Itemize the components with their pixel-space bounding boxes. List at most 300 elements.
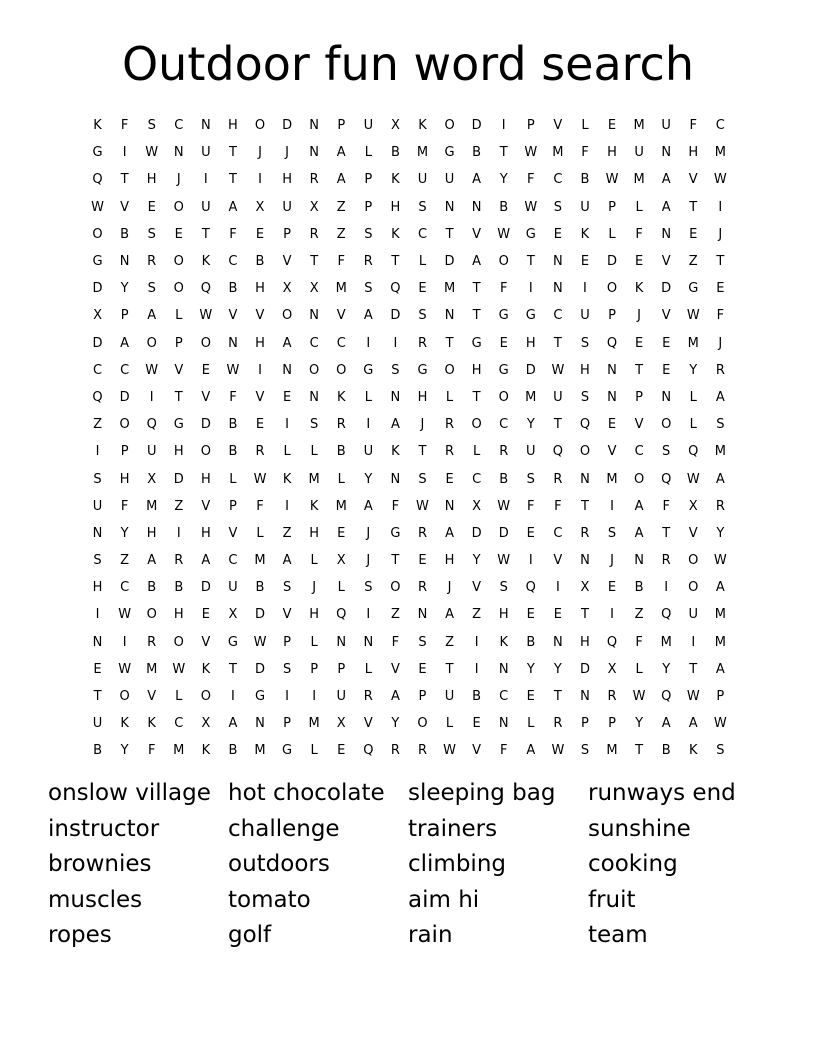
grid-letter: U bbox=[580, 199, 590, 215]
grid-letter: E bbox=[201, 607, 210, 623]
grid-letter: N bbox=[92, 634, 103, 650]
grid-letter: B bbox=[174, 580, 184, 596]
grid-letter: Q bbox=[661, 471, 672, 487]
grid-letter: E bbox=[634, 254, 644, 270]
grid-letter: Y bbox=[120, 743, 129, 759]
grid-letter: M bbox=[606, 471, 618, 487]
grid-letter: K bbox=[391, 172, 400, 188]
grid-letter: W bbox=[605, 172, 619, 188]
grid-letter: N bbox=[309, 118, 320, 134]
grid-letter: E bbox=[526, 525, 535, 541]
grid-letter: P bbox=[283, 226, 291, 242]
grid-letter: H bbox=[255, 281, 265, 297]
grid-letter: U bbox=[336, 689, 346, 705]
grid-letter: I bbox=[176, 525, 181, 541]
word-list-item: fruit bbox=[588, 886, 636, 913]
grid-letter: X bbox=[336, 553, 346, 569]
grid-letter: T bbox=[499, 145, 508, 161]
grid-letter: W bbox=[199, 308, 213, 324]
grid-letter: V bbox=[607, 444, 617, 460]
grid-letter: D bbox=[92, 335, 103, 351]
grid-letter: S bbox=[310, 417, 319, 433]
grid-letter: V bbox=[688, 172, 698, 188]
grid-letter: W bbox=[145, 362, 159, 378]
grid-letter: H bbox=[688, 145, 699, 161]
grid-letter: G bbox=[498, 308, 509, 324]
grid-letter: H bbox=[607, 145, 617, 161]
grid-letter: Y bbox=[526, 661, 535, 677]
grid-letter: J bbox=[258, 145, 262, 161]
grid-letter: D bbox=[92, 281, 103, 297]
grid-letter: E bbox=[662, 362, 671, 378]
grid-letter: M bbox=[714, 634, 726, 650]
grid-letter: Q bbox=[579, 417, 591, 433]
grid-letter: Z bbox=[336, 199, 346, 215]
word-list-item: trainers bbox=[408, 815, 498, 842]
grid-letter: I bbox=[528, 281, 533, 297]
grid-letter: L bbox=[229, 471, 237, 487]
grid-letter: O bbox=[390, 580, 401, 596]
grid-letter: H bbox=[282, 172, 292, 188]
grid-letter: B bbox=[93, 743, 102, 759]
word-list-item: sleeping bag bbox=[408, 780, 556, 806]
grid-letter: S bbox=[499, 580, 508, 596]
grid-letter: T bbox=[228, 172, 237, 188]
grid-letter: H bbox=[417, 389, 428, 405]
grid-letter: N bbox=[228, 335, 238, 351]
grid-letter: X bbox=[688, 498, 698, 514]
grid-letter: N bbox=[661, 226, 672, 242]
grid-letter: P bbox=[716, 689, 725, 705]
grid-letter: O bbox=[309, 362, 320, 378]
grid-letter: E bbox=[282, 389, 292, 405]
grid-letter: M bbox=[443, 281, 456, 297]
grid-letter: E bbox=[147, 199, 156, 215]
grid-letter: S bbox=[364, 580, 373, 596]
grid-letter: V bbox=[147, 689, 157, 705]
grid-letter: O bbox=[119, 417, 130, 433]
grid-letter: P bbox=[174, 335, 183, 351]
grid-letter: J bbox=[366, 525, 371, 541]
grid-letter: U bbox=[92, 716, 103, 732]
grid-letter: V bbox=[634, 417, 644, 433]
grid-letter: D bbox=[282, 118, 293, 134]
grid-letter: O bbox=[173, 281, 184, 297]
grid-letter: D bbox=[444, 254, 455, 270]
grid-letter: Z bbox=[634, 607, 644, 623]
grid-letter: O bbox=[471, 417, 482, 433]
grid-letter: I bbox=[691, 634, 696, 650]
grid-letter: N bbox=[607, 389, 617, 405]
grid-letter: S bbox=[93, 471, 102, 487]
grid-letter: Y bbox=[364, 471, 373, 487]
grid-letter: K bbox=[120, 716, 129, 732]
grid-letter: K bbox=[391, 226, 400, 242]
grid-letter: P bbox=[229, 498, 237, 514]
grid-letter: V bbox=[661, 308, 671, 324]
grid-letter: S bbox=[580, 335, 590, 351]
grid-letter: U bbox=[661, 118, 671, 134]
grid-letter: C bbox=[228, 254, 238, 270]
grid-letter: G bbox=[282, 743, 293, 759]
grid-letter: I bbox=[718, 199, 723, 215]
grid-letter: T bbox=[689, 199, 698, 215]
grid-letter: D bbox=[471, 118, 482, 134]
grid-letter: T bbox=[553, 689, 562, 705]
grid-letter: A bbox=[336, 145, 346, 161]
grid-letter: B bbox=[499, 471, 509, 487]
grid-letter: O bbox=[606, 281, 618, 297]
grid-letter: Z bbox=[93, 417, 102, 433]
grid-letter: T bbox=[228, 661, 237, 677]
word-list-item: onslow village bbox=[48, 780, 211, 806]
grid-letter: J bbox=[718, 335, 723, 351]
grid-letter: H bbox=[200, 471, 211, 487]
grid-letter: Z bbox=[336, 226, 346, 242]
grid-letter: N bbox=[607, 362, 617, 378]
grid-letter: N bbox=[417, 607, 428, 623]
grid-letter: R bbox=[445, 417, 455, 433]
grid-letter: N bbox=[553, 254, 563, 270]
grid-letter: M bbox=[146, 498, 158, 514]
grid-letter: A bbox=[282, 553, 292, 569]
grid-letter: M bbox=[335, 281, 347, 297]
grid-letter: M bbox=[146, 661, 158, 677]
grid-letter: M bbox=[714, 607, 726, 623]
grid-letter: J bbox=[366, 553, 371, 569]
grid-letter: O bbox=[688, 580, 699, 596]
grid-letter: V bbox=[201, 634, 211, 650]
grid-letter: F bbox=[554, 498, 562, 514]
grid-letter: N bbox=[390, 471, 401, 487]
grid-letter: M bbox=[633, 118, 645, 134]
page-title: Outdoor fun word search bbox=[121, 37, 695, 91]
grid-letter: I bbox=[258, 362, 262, 378]
grid-letter: L bbox=[689, 389, 697, 405]
grid-letter: I bbox=[95, 607, 100, 623]
grid-letter: V bbox=[363, 716, 373, 732]
grid-letter: M bbox=[254, 553, 266, 569]
grid-letter: V bbox=[201, 389, 211, 405]
grid-letter: O bbox=[200, 689, 211, 705]
grid-letter: A bbox=[661, 716, 671, 732]
grid-letter: T bbox=[553, 335, 562, 351]
word-list-item: instructor bbox=[48, 815, 160, 842]
grid-letter: K bbox=[93, 118, 102, 134]
grid-letter: O bbox=[173, 199, 184, 215]
grid-letter: Z bbox=[445, 634, 454, 650]
grid-letter: Z bbox=[390, 607, 400, 623]
grid-letter: O bbox=[688, 553, 699, 569]
grid-letter: R bbox=[499, 444, 509, 460]
grid-letter: E bbox=[418, 553, 427, 569]
grid-letter: R bbox=[417, 335, 427, 351]
grid-letter: U bbox=[201, 145, 211, 161]
grid-letter: N bbox=[390, 389, 401, 405]
grid-letter: A bbox=[715, 389, 725, 405]
grid-letter: Y bbox=[716, 525, 725, 541]
grid-letter: I bbox=[95, 444, 100, 460]
grid-letter: T bbox=[580, 607, 589, 623]
grid-letter: Y bbox=[391, 716, 400, 732]
grid-letter: T bbox=[472, 281, 481, 297]
grid-letter: W bbox=[632, 689, 646, 705]
grid-letter: M bbox=[308, 471, 320, 487]
grid-letter: V bbox=[255, 389, 265, 405]
grid-letter: O bbox=[200, 335, 211, 351]
grid-letter: K bbox=[309, 498, 319, 514]
grid-letter: P bbox=[337, 661, 346, 677]
grid-letter: Z bbox=[174, 498, 184, 514]
grid-letter: R bbox=[363, 254, 373, 270]
grid-letter: B bbox=[634, 580, 644, 596]
grid-letter: K bbox=[580, 226, 590, 242]
grid-letter: S bbox=[364, 226, 373, 242]
grid-letter: M bbox=[254, 743, 266, 759]
grid-letter: R bbox=[147, 254, 157, 270]
grid-letter: H bbox=[580, 634, 590, 650]
grid-letter: T bbox=[526, 254, 535, 270]
grid-letter: M bbox=[606, 743, 618, 759]
grid-letter: P bbox=[608, 716, 616, 732]
grid-letter: G bbox=[444, 145, 455, 161]
grid-letter: F bbox=[499, 281, 508, 297]
grid-letter: H bbox=[580, 362, 590, 378]
grid-letter: X bbox=[228, 607, 238, 623]
grid-letter: N bbox=[444, 199, 455, 215]
grid-letter: N bbox=[309, 389, 320, 405]
grid-letter: Y bbox=[662, 661, 671, 677]
grid-letter: T bbox=[472, 308, 481, 324]
grid-letter: W bbox=[443, 743, 456, 759]
grid-letter: A bbox=[472, 254, 482, 270]
grid-letter: T bbox=[391, 553, 400, 569]
word-list-item: climbing bbox=[408, 851, 506, 878]
word-list-item: golf bbox=[228, 922, 272, 949]
grid-letter: P bbox=[120, 444, 129, 460]
grid-letter: C bbox=[120, 362, 130, 378]
grid-letter: J bbox=[420, 417, 425, 433]
grid-letter: Q bbox=[688, 444, 699, 460]
grid-letter: L bbox=[256, 525, 264, 541]
grid-letter: T bbox=[689, 661, 698, 677]
grid-letter: U bbox=[146, 444, 157, 460]
grid-letter: C bbox=[553, 172, 563, 188]
grid-letter: B bbox=[499, 199, 509, 215]
grid-letter: A bbox=[715, 661, 725, 677]
grid-letter: L bbox=[283, 444, 291, 460]
grid-letter: G bbox=[688, 281, 699, 297]
grid-letter: E bbox=[472, 716, 481, 732]
grid-letter: R bbox=[147, 634, 157, 650]
grid-letter: Q bbox=[92, 172, 103, 188]
grid-letter: W bbox=[91, 199, 104, 215]
grid-letter: Q bbox=[552, 444, 563, 460]
grid-letter: Z bbox=[120, 553, 130, 569]
grid-letter: D bbox=[498, 525, 509, 541]
grid-letter: H bbox=[173, 444, 184, 460]
word-list-item: brownies bbox=[48, 851, 152, 878]
grid-letter: L bbox=[364, 145, 372, 161]
grid-letter: S bbox=[662, 444, 671, 460]
grid-letter: X bbox=[255, 199, 265, 215]
grid-letter: O bbox=[281, 308, 293, 324]
grid-letter: M bbox=[660, 634, 672, 650]
grid-letter: W bbox=[497, 498, 511, 514]
grid-letter: Y bbox=[120, 525, 129, 541]
grid-letter: K bbox=[499, 634, 508, 650]
grid-letter: N bbox=[92, 525, 103, 541]
grid-letter: F bbox=[147, 743, 156, 759]
grid-letter: C bbox=[472, 471, 482, 487]
grid-letter: C bbox=[417, 226, 428, 242]
grid-letter: D bbox=[255, 661, 266, 677]
grid-letter: B bbox=[472, 145, 482, 161]
grid-letter: Q bbox=[363, 743, 374, 759]
grid-letter: L bbox=[689, 417, 697, 433]
grid-letter: V bbox=[282, 607, 292, 623]
grid-letter: I bbox=[664, 580, 669, 596]
word-list-item: runways end bbox=[588, 780, 736, 806]
grid-letter: H bbox=[309, 607, 320, 623]
word-list-item: aim hi bbox=[408, 886, 480, 913]
grid-letter: C bbox=[174, 716, 184, 732]
grid-letter: I bbox=[583, 281, 587, 297]
grid-letter: G bbox=[254, 689, 266, 705]
grid-letter: P bbox=[635, 389, 644, 405]
grid-letter: V bbox=[472, 743, 482, 759]
grid-letter: C bbox=[120, 580, 130, 596]
grid-letter: P bbox=[418, 689, 427, 705]
grid-letter: H bbox=[119, 471, 130, 487]
grid-letter: C bbox=[228, 553, 238, 569]
grid-letter: K bbox=[201, 743, 211, 759]
grid-letter: E bbox=[201, 362, 210, 378]
grid-letter: I bbox=[312, 689, 317, 705]
grid-letter: M bbox=[633, 172, 645, 188]
grid-letter: G bbox=[525, 308, 536, 324]
grid-letter: U bbox=[282, 199, 292, 215]
grid-letter: I bbox=[528, 553, 533, 569]
grid-letter: R bbox=[445, 444, 455, 460]
grid-letter: Q bbox=[92, 389, 103, 405]
grid-letter: U bbox=[92, 498, 103, 514]
grid-letter: C bbox=[309, 335, 319, 351]
grid-letter: R bbox=[553, 471, 563, 487]
grid-letter: W bbox=[253, 634, 267, 650]
grid-letter: V bbox=[336, 308, 346, 324]
grid-letter: E bbox=[689, 226, 698, 242]
grid-letter: B bbox=[661, 743, 671, 759]
grid-letter: Y bbox=[635, 716, 644, 732]
grid-letter: N bbox=[553, 281, 563, 297]
grid-letter: P bbox=[581, 716, 589, 732]
grid-letter: W bbox=[118, 607, 132, 623]
grid-letter: O bbox=[444, 118, 455, 134]
grid-letter: H bbox=[146, 172, 157, 188]
grid-letter: O bbox=[444, 362, 455, 378]
grid-letter: F bbox=[337, 254, 345, 270]
grid-letter: D bbox=[200, 417, 211, 433]
grid-letter: N bbox=[282, 362, 292, 378]
grid-letter: Q bbox=[200, 281, 211, 297]
grid-letter: A bbox=[445, 607, 454, 623]
grid-letter: A bbox=[445, 525, 454, 541]
grid-letter: C bbox=[634, 444, 644, 460]
grid-letter: A bbox=[282, 335, 292, 351]
grid-letter: A bbox=[634, 498, 644, 514]
grid-letter: W bbox=[686, 471, 700, 487]
grid-letter: U bbox=[444, 689, 455, 705]
grid-letter: C bbox=[715, 118, 725, 134]
grid-letter: T bbox=[120, 172, 129, 188]
grid-letter: T bbox=[391, 254, 400, 270]
grid-letter: W bbox=[686, 308, 700, 324]
grid-letter: X bbox=[93, 308, 102, 324]
grid-letter: F bbox=[499, 743, 508, 759]
grid-letter: D bbox=[200, 580, 211, 596]
grid-letter: E bbox=[716, 281, 725, 297]
grid-letter: B bbox=[147, 580, 157, 596]
grid-letter: L bbox=[337, 580, 345, 596]
grid-letter: P bbox=[120, 308, 129, 324]
grid-letter: E bbox=[255, 226, 265, 242]
grid-letter: I bbox=[285, 498, 289, 514]
grid-letter: L bbox=[310, 743, 318, 759]
grid-letter: A bbox=[661, 172, 671, 188]
grid-letter: E bbox=[526, 607, 535, 623]
grid-letter: I bbox=[366, 417, 371, 433]
grid-letter: W bbox=[551, 362, 565, 378]
grid-letter: A bbox=[715, 471, 725, 487]
grid-letter: O bbox=[200, 444, 211, 460]
grid-letter: K bbox=[391, 444, 400, 460]
grid-letter: A bbox=[472, 172, 482, 188]
grid-letter: N bbox=[309, 145, 320, 161]
grid-letter: W bbox=[253, 471, 267, 487]
grid-letter: Y bbox=[526, 417, 535, 433]
grid-letter: S bbox=[418, 199, 427, 215]
grid-letter: L bbox=[364, 389, 372, 405]
grid-letter: S bbox=[580, 389, 590, 405]
word-list-item: sunshine bbox=[588, 815, 691, 842]
grid-letter: G bbox=[363, 362, 374, 378]
grid-letter: B bbox=[228, 444, 238, 460]
grid-letter: E bbox=[418, 661, 427, 677]
grid-letter: S bbox=[93, 553, 102, 569]
grid-letter: U bbox=[526, 444, 536, 460]
grid-letter: L bbox=[635, 661, 643, 677]
grid-letter: G bbox=[92, 145, 103, 161]
grid-letter: A bbox=[526, 743, 536, 759]
grid-letter: I bbox=[231, 689, 235, 705]
grid-letter: B bbox=[255, 580, 265, 596]
grid-letter: V bbox=[255, 308, 265, 324]
grid-letter: A bbox=[147, 553, 157, 569]
grid-letter: A bbox=[363, 498, 373, 514]
grid-letter: R bbox=[309, 226, 319, 242]
grid-letter: Z bbox=[688, 254, 698, 270]
grid-letter: L bbox=[608, 226, 616, 242]
grid-letter: D bbox=[119, 389, 130, 405]
grid-letter: W bbox=[226, 362, 240, 378]
grid-letter: N bbox=[119, 254, 130, 270]
grid-letter: E bbox=[418, 281, 427, 297]
grid-letter: Q bbox=[606, 634, 618, 650]
grid-letter: X bbox=[147, 471, 157, 487]
grid-letter: X bbox=[336, 716, 346, 732]
word-list-item: muscles bbox=[48, 886, 143, 913]
